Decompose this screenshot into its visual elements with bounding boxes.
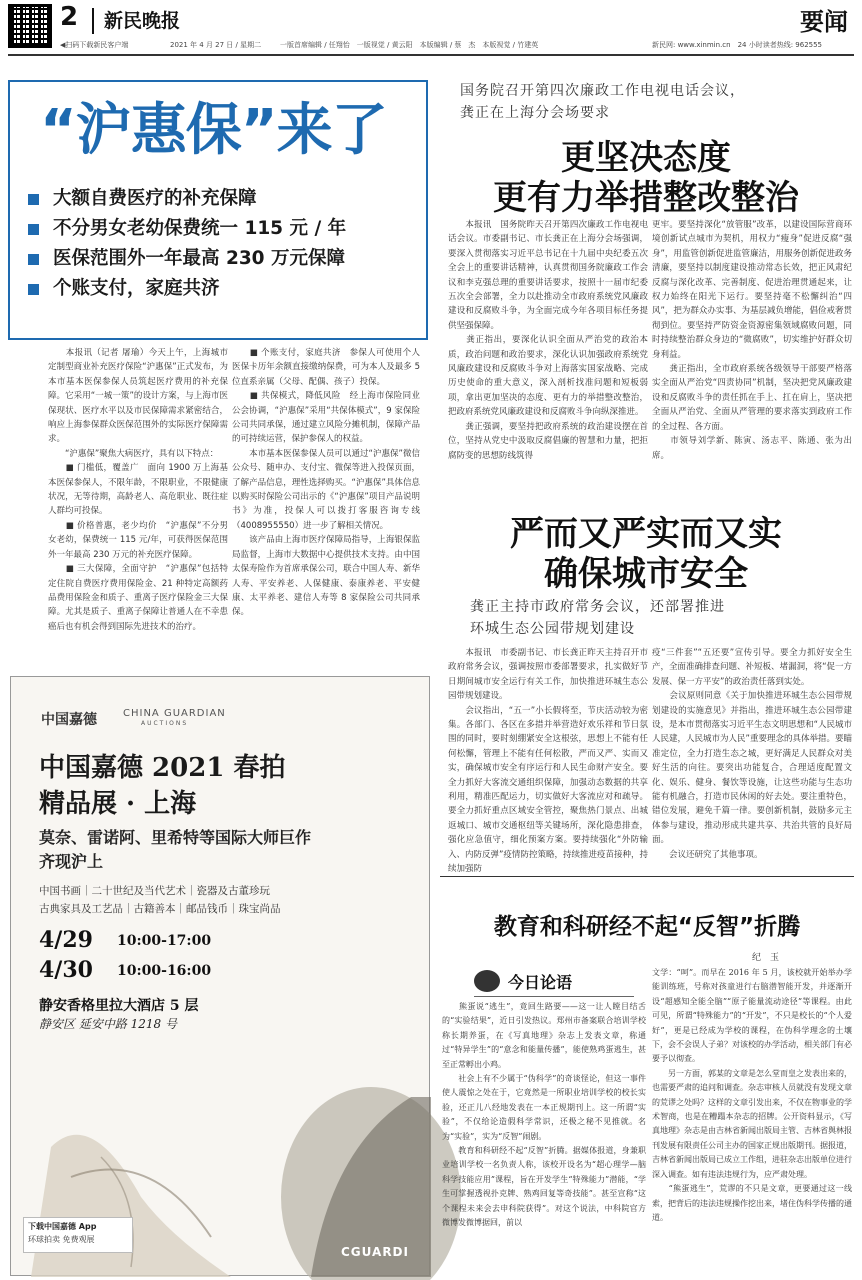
ad-app-promo[interactable] — [23, 1217, 133, 1253]
masthead-rule — [8, 54, 854, 56]
hui-headline: “沪惠保”来了 — [40, 98, 387, 163]
lianzheng-headline-2: 更有力举措整改整治 — [493, 178, 799, 218]
ad-box[interactable] — [10, 676, 430, 1276]
pen-icon — [474, 970, 500, 992]
ad-address: 静安区 延安中路 1218 号 — [39, 1017, 177, 1031]
safety-headline-2: 确保城市安全 — [544, 554, 748, 594]
feature-line: 不分男女老幼保费统一 115 元 / 年 — [28, 214, 418, 244]
paper-name: 新民晚报 — [104, 10, 181, 32]
opinion-body-col1: 熊蛋说“逃生”，竟回生路要——这一让人瞠目结舌的“实验结果”，近日引发热议。郑州市备案联合培训学校称长期养蛋，在《写真地理》杂志上发表文章，称通过“特异学生”的“意念和能量传播”，能使熟鸡蛋逃生，甚至正常孵出小鸡。 社会上有不少属于“伪科学”的奇谈怪论，但这一事件使人震惊之处在于，它竟然是一所职业培训学校的校长实验，还正儿八经地发表在一本正规期刊上。这一所谓“实验”，不仅给论造假科学常识，还极之秘不见推就。名为“实验”，实为“反智”闹剧。 教育和科研经不起“反智”折腾。据媒体报道，身兼职业培训学校一名负责人称，该校开设名为“超心理学—脑科学技能应用”课程，旨在开发学生“特殊能力”潜能，“学生可掌握透视扑克牌、熟鸡回复等奇技能”。甚至宣称“这个课程未来会去申科院获得”。对这个说法，中科院官方微博发微博据回，前以 — [442, 1002, 646, 1228]
feature-line: 大额自费医疗的补充保障 — [28, 184, 418, 214]
contact-info: 新民网: www.xinmin.cn 24 小时读者热线: 962555 — [652, 41, 823, 49]
hui-body-col2: ■ 个账支付，家庭共济 参保人可使用个人医保卡历年余额直接缴纳保费，可为本人及最多 5 位直系亲属（父母、配偶、孩子）投保。 ■ 共保模式，降低风险 经上海市保险同业公会协调，“沪惠保”采用“共保体模式”，9 家保险公司共同承保，通过建立风险分摊机制，保障产品的可持续运营，保护参保人的权益。 本市基本医保参保人员可以通过“沪惠保”微信公众号、随申办、支付宝、微保等进入投保页面，了解产品信息，理性选择购买。“沪惠保”具体信息以购买时保险公司出示的《“沪惠保”项目产品说明书》为准，投保人可以拨打客服咨询专线（4008955550）进一步了解相关情况。 该产品由上海市医疗保障局指导，上海银保监局监督，上海市大数据中心提供技术支持。由中国太保寿险作为首席承保公司，联合中国人寿、新华人寿、平安养老、人保健康、泰康养老、平安健康、太平养老、建信人寿等 8 家保险公司共同承保。 — [232, 348, 420, 618]
feature-line: 个账支付，家庭共济 — [28, 274, 418, 304]
safety-kicker: 龚正主持市政府常务会议，还部署推进 环城生态公园带规划建设 — [470, 599, 725, 637]
ad-categories-1: 中国书画｜二十世纪及当代艺术｜瓷器及古董珍玩 — [39, 885, 270, 897]
page-number: 2 — [60, 2, 79, 32]
opinion-top-rule — [440, 876, 854, 877]
lianzheng-body-col1: 本报讯 国务院昨天召开第四次廉政工作电视电话会议。市委副书记、市长龚正在上海分会场强调，要深入贯彻落实习近平总书记在十九届中央纪委五次全会上的重要讲话精神，认真贯彻国务院廉政工作会议和李克强总理的重要讲话要求，按照十一届市纪委五次全会部署，全力以赴推动全市政府系统党风廉政建设和反腐败斗争，为全面完成今年各项目标任务提供坚强保障。 龚正指出，要深化认识全面从严治党的政治本质，政治问题和政治要求，深化认识加强政府系统党风廉政建设和反腐败斗争对上海落实国家战略、完成历史使命的重大意义，深入剖析找准问题和短板弱项，拿出更加坚决的态度、更有力的举措整改整治，把政府系统党风廉政建设和反腐败斗争向纵深推进。 龚正强调，要坚持把政府系统的政治建设摆在首位，坚持从党史中汲取反腐倡廉的智慧和力量，把拒腐防变的思想防线筑得 — [448, 220, 648, 461]
safety-body-col2: 疫“三件套”“五还要”宣传引导。要全力抓好安全生产，全面准确排查问题、补短板、堵漏洞，将“促一方发展、保一方平安”的政治责任落到实处。 会议原则同意《关于加快推进环城生态公园带规划建设的实施意见》并指出，推进环城生态公园带建设，是本市贯彻落实习近平生态文明思想和“人民城市人民建，人民城市为人民”重要理念的具体举措。要瞄准定位，全力打造生态之城，更好满足人民群众对美好生活的向往。要突出功能复合，合理适度配置文化、娱乐、健身、餐饮等设施，让这些功能与生态功能有机融合，打造市民休闲的好去处。要注重特色，错位发展，避免千篇一律。要创新机制，鼓励多元主体参与建设，推动形成共建共享、共治共管的良好局面。 会议还研究了其他事项。 — [652, 648, 852, 860]
hui-features — [28, 184, 418, 304]
lianzheng-headline-1: 更坚决态度 — [561, 138, 731, 178]
ad-brand-en-1: CHINA GUARDIAN — [123, 708, 226, 719]
ad-subtitle-1: 莫奈、雷诺阿、里希特等国际大师巨作 — [39, 828, 312, 847]
lianzheng-body-col2: 更牢。要坚持深化“放管服”改革，以建设国际营商环境创新试点城市为契机，用权力“瘦身”促进反腐“强身”，用监管创新促进监管廉洁，用服务创新促进政务清廉，要坚持以制度建设推动常态长效，把正风肃纪反腐与深化改革、完善制度、促进治理贯通起来，让权力始终在阳光下运行。要坚持毫不松懈纠治“四风”，把为群众办实事、为基层减负增能，倡俭戒奢贯彻到位。要坚持严防资金资源密集领域腐败问题，同时持续整治群众身边的“微腐败”，切实维护好群众切身利益。 龚正指出，全市政府系统各级领导干部要严格落实全面从严治党“四责协同”机制，坚决把党风廉政建设和反腐败斗争的责任抓在手上、扛在肩上，坚决把全面从严治党、全面从严管理的要求落实到政府工作的全过程、各方面。 市领导刘学新、陈寅、汤志平、陈通、张为出席。 — [652, 220, 852, 461]
section-name: 要闻 — [800, 8, 848, 36]
qr-code[interactable] — [8, 4, 52, 48]
lianzheng-kicker: 国务院召开第四次廉政工作电视电话会议， 龚正在上海分会场要求 — [460, 83, 745, 121]
ad-time-1: 10:00-17:00 — [117, 933, 212, 949]
editors-info: 一版首席编辑 / 任翔怡 一版视觉 / 黄云阳 本版编辑 / 蔡 杰 本版视觉 / 竹建英 — [280, 41, 539, 49]
ad-title-1: 中国嘉德 2021 春拍 — [39, 753, 286, 783]
opinion-column-label: 今日论语 — [474, 966, 642, 998]
safety-body-col1: 本报讯 市委副书记、市长龚正昨天主持召开市政府常务会议，强调按照市委部署要求，扎实做好节日期间城市安全运行有关工作，加快推进环城生态公园带规划建设。 会议指出，“五一”小长假将至，节庆活动较为密集。各部门、各区在多措并举营造好欢乐祥和节日氛围的同时，要时刻绷紧安全这根弦，思想上不能有任何松懈，管理上不能有任何松散，严而又严、实而又实，确保城市安全有序运行和人民生命财产安全。要全力抓好大客流交通组织保障，加强动态数据的共享利用，精准匹配运力，切实做好大客流应对和疏导。要全力抓好重点区域安全管控，聚焦热门景点、出城返城口、城市交通枢纽等关键场所，深化隐患排查，强化应急值守，细化预案方案。要持续强化“外防输入、内防反弹”疫情防控策略，持续推进疫苗接种，持续加强防 — [448, 648, 648, 875]
feature-line: 医保范围外一年最高 230 万元保障 — [28, 244, 418, 274]
safety-headline-1: 严而又严实而又实 — [510, 514, 782, 554]
opinion-author: 纪 玉 — [752, 953, 780, 963]
square-bullet-icon — [28, 284, 39, 295]
square-bullet-icon — [28, 254, 39, 265]
scan-note: ◀扫码下载新民客户端 — [60, 41, 129, 49]
ad-brand-cn: 中国嘉德 — [41, 712, 97, 728]
ad-date-2: 4/30 — [39, 957, 93, 983]
ad-categories-2: 古典家具及工艺品｜古籍善本｜邮品钱币｜珠宝尚品 — [39, 903, 281, 915]
hui-body-col1: 本报讯（记者 屠瑜）今天上午，上海城市定制型商业补充医疗保险“沪惠保”正式发布，为本市基本医保参保人员筑起医疗费用的补充保障。它采用“一城一策”的设计方案，与上海市医保现状、医疗水平以及市民保障需求紧密结合，响应上海参保群众医保范围外的实际医疗保障需求。 “沪惠保”聚焦大病医疗，具有以下特点： ■ 门槛低，覆盖广 面向 1900 万上海基本医保参保人，不限年龄，不限职业，不限健康状况，无等待期，高龄老人、高危职业、既往症人群均可投保。 ■ 价格普惠，老少均价 “沪惠保”不分男女老幼，保费统一 115 元/年，可获得医保范围外一年最高 230 万元的补充医疗保障。 ■ 三大保障，全面守护 “沪惠保”包括特定住院自费医疗费用保险金、21 种特定高额药品费用保险金和质子、重离子医疗保险金三大保障。尤其是质子、重离子保障让普通人在不幸患癌后也有机会得到国际先进技术的治疗。 — [48, 348, 228, 632]
ad-date-1: 4/29 — [39, 927, 93, 953]
column-label-underline — [474, 996, 634, 997]
opinion-headline: 教育和科研经不起“反智”折腾 — [493, 914, 801, 940]
ad-watermark: CGUARDI — [341, 1245, 409, 1259]
ad-subtitle-2: 齐现沪上 — [39, 852, 104, 871]
ad-venue: 静安香格里拉大酒店 5 层 — [39, 998, 199, 1014]
square-bullet-icon — [28, 224, 39, 235]
date-info: 2021 年 4 月 27 日 / 星期二 — [170, 41, 262, 49]
opinion-body-col2: 文学：“呵”。而早在 2016 年 5 月，该校就开始举办学能训练班，号称对孩童进行右脑潜智能开发，并逐渐开设“超感知全能全脑”“原子能量流动途径”等课程。由此可见，所谓“特殊能力”的“开发”，不只是校长的“个人爱好”，更是已经成为学校的课程，在伪科学理念的土壤下，会不会误人子弟？对该校的办学活动，相关部门有必要予以彻查。 另一方面，郭某的文章是怎么堂而皇之发表出来的，也需要严肃的追问和调查。杂志审核人员就没有发现文章的荒谬之处吗？这样的文章引发出来，不仅在物事业的学术智商，也是在糟蹋本杂志的招牌。公开资料显示，《写真地理》杂志是由吉林省新闻出版局主管、吉林省舆林报刊发展有限责任公司主办的国家正规出版期刊。据报道，吉林省新闻出版局已成立工作组，进驻杂志出版单位进行深入调查。如有违法违规行为，应严肃处理。 “熊蛋逃生”，荒谬的不只是文章，更要通过这一线索，把背后的违法违规操作挖出来，堵住伪科学传播的通道。 — [652, 968, 852, 1222]
ad-app-line-2: 环球拍卖 免费观展 — [28, 1235, 95, 1244]
masthead-divider — [92, 8, 94, 34]
square-bullet-icon — [28, 194, 39, 205]
ad-title-2: 精品展 · 上海 — [39, 789, 197, 819]
ad-app-line-1: 下载中国嘉德 App — [28, 1222, 97, 1231]
ad-brand-en-2: AUCTIONS — [141, 720, 189, 727]
ad-time-2: 10:00-16:00 — [117, 963, 212, 979]
